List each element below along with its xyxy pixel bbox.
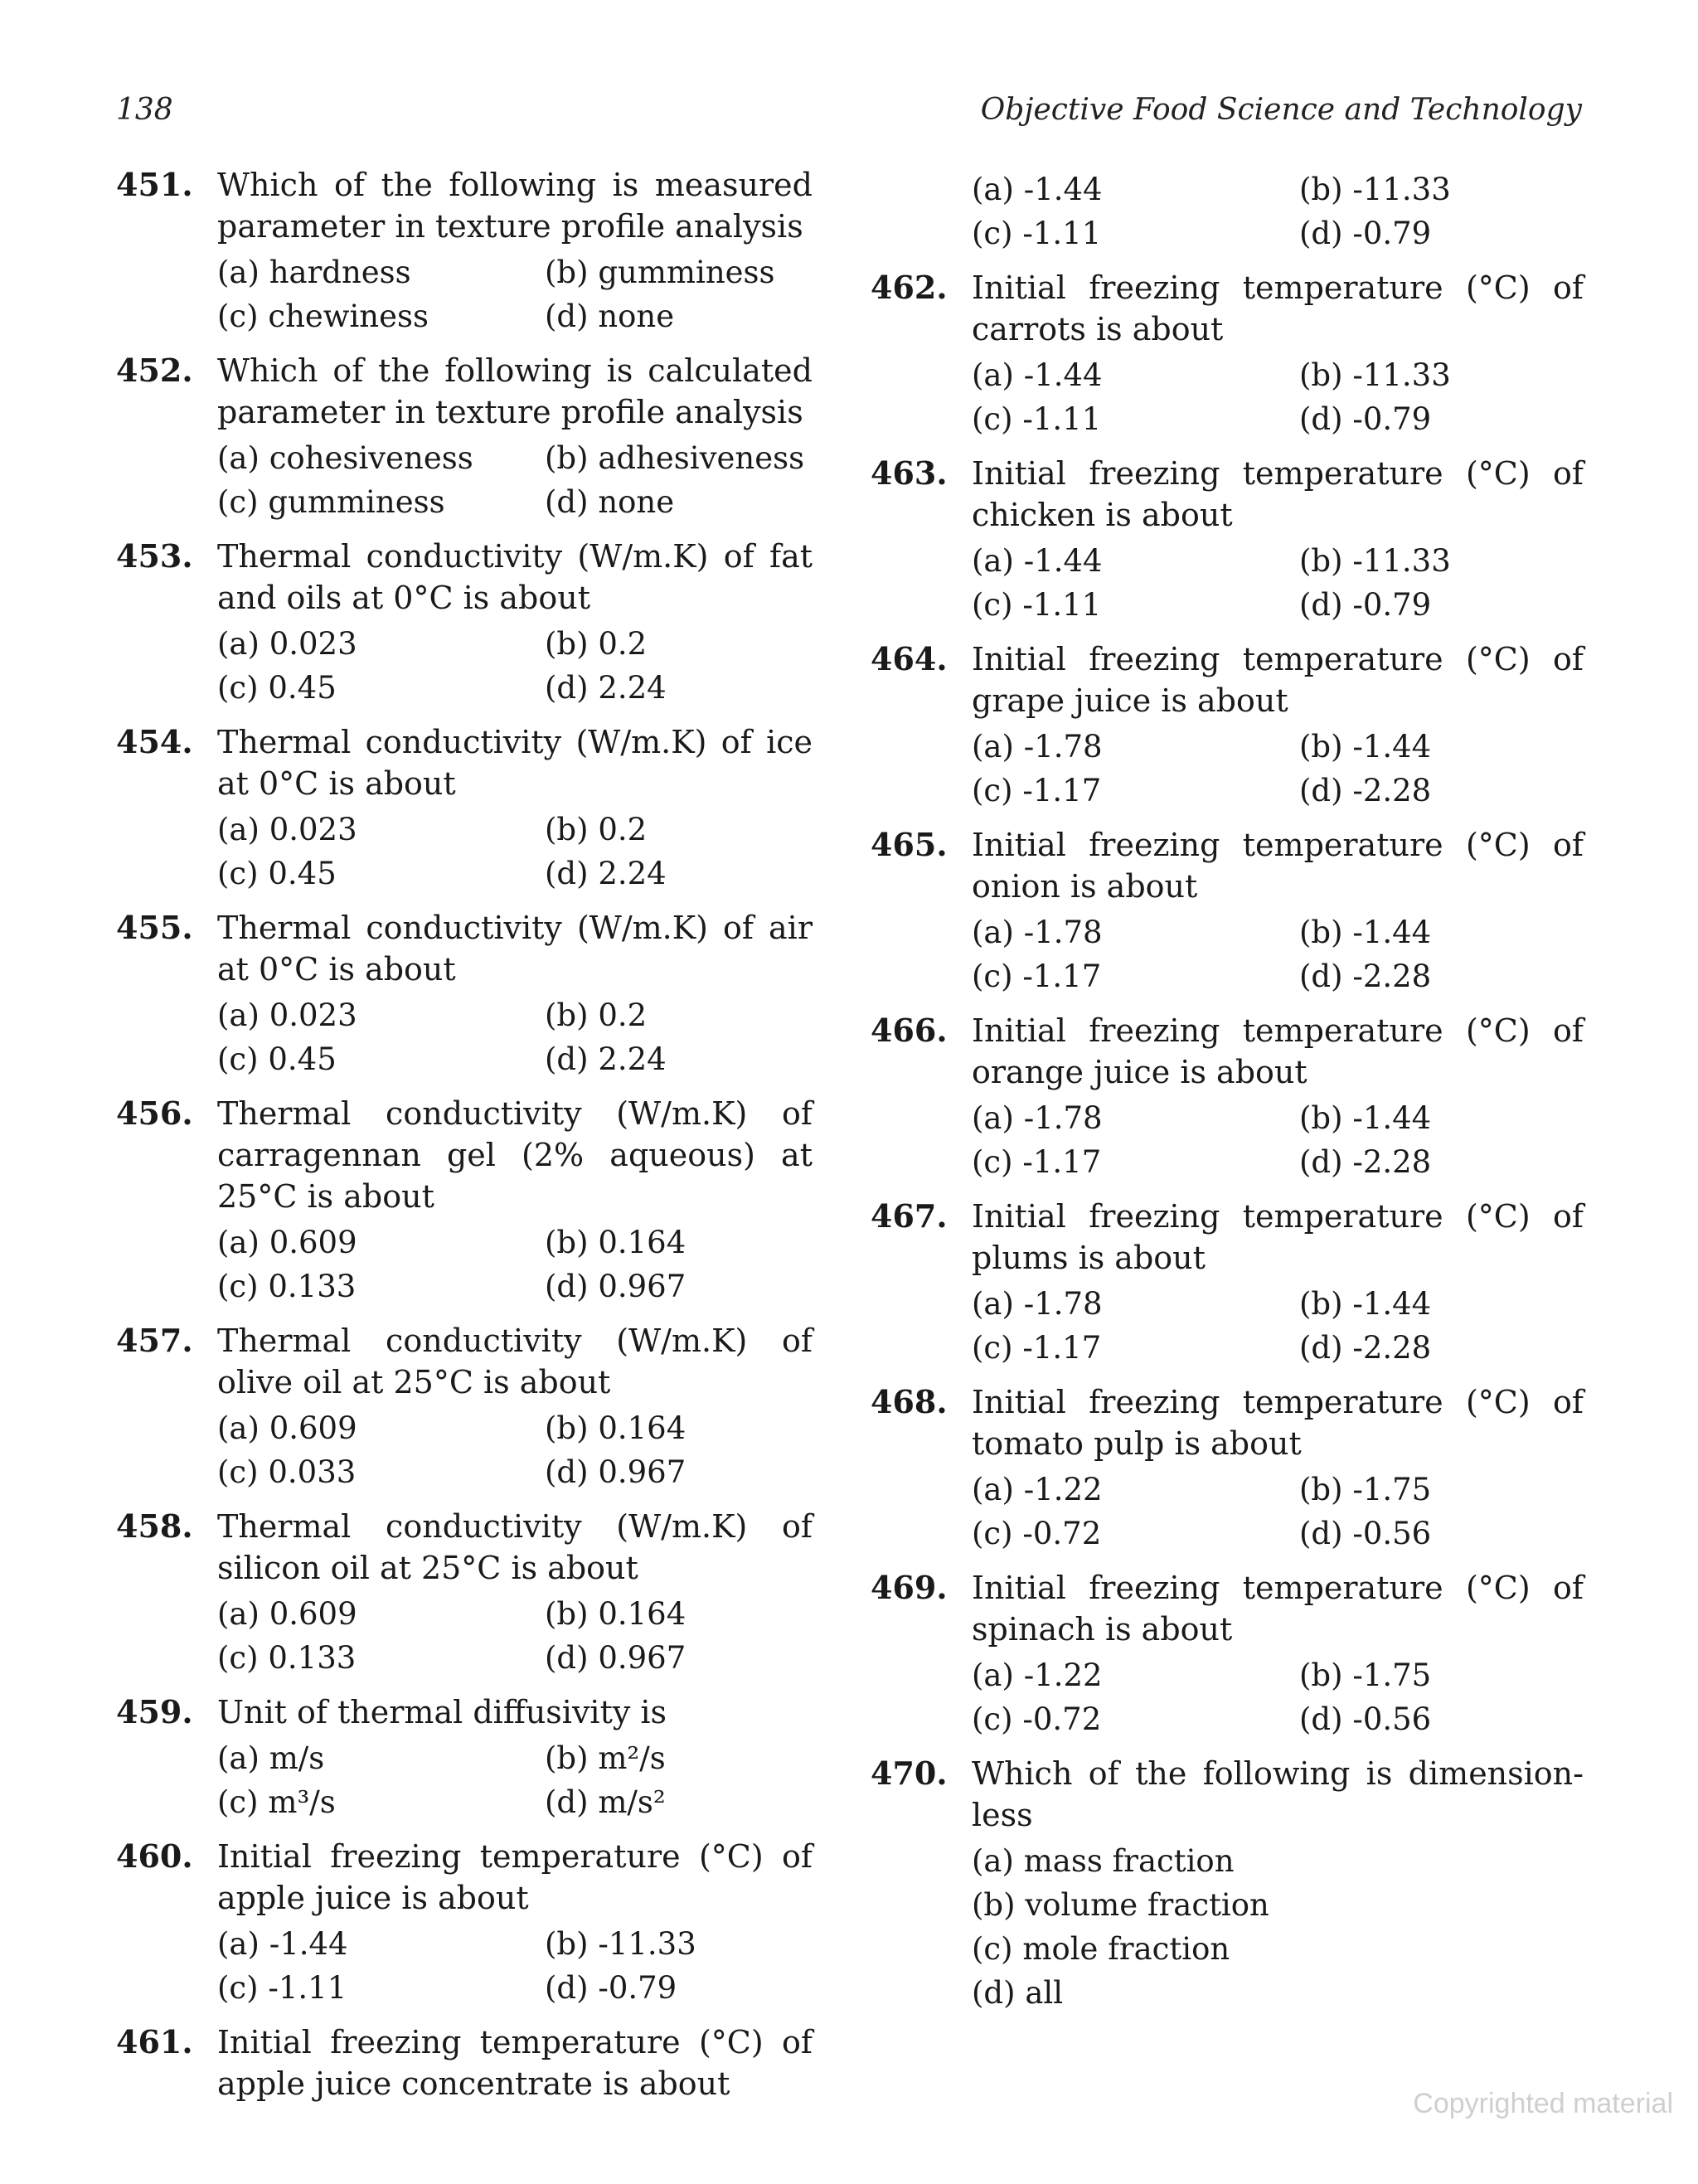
answer-option: (c) -1.11 — [972, 401, 1102, 437]
question-text: Initial freezing temperature (°C) of grape juice is about — [972, 641, 1584, 719]
question-item — [871, 1010, 1584, 1184]
answer-options — [217, 436, 813, 524]
question-number: 470. — [871, 1754, 948, 1792]
answer-option: (a) hardness — [217, 255, 411, 290]
answer-option: (d) all — [972, 1975, 1064, 2011]
answer-options — [217, 993, 813, 1081]
question-number: 451. — [116, 166, 193, 203]
answer-option: (c) -1.11 — [972, 216, 1102, 251]
question-item — [116, 164, 813, 338]
answer-option: (b) -1.75 — [1299, 1472, 1432, 1507]
question-item — [116, 2021, 813, 2104]
question-item — [871, 267, 1584, 441]
question-number: 455. — [116, 909, 193, 946]
question-text: Thermal conductivity (W/m.K) of olive oil at 25°C is about — [217, 1323, 813, 1400]
answer-option: (d) m/s² — [545, 1784, 666, 1820]
answer-option: (b) gumminess — [545, 255, 775, 290]
answer-option: (b) 0.2 — [545, 812, 648, 847]
answer-options — [972, 539, 1584, 627]
answer-options — [217, 1406, 813, 1494]
question-number: 452. — [116, 352, 193, 389]
question-number: 468. — [871, 1383, 948, 1420]
question-text: Initial freezing temperature (°C) of onion is about — [972, 827, 1584, 905]
right-column — [871, 164, 1584, 2026]
answer-options — [972, 725, 1584, 813]
answer-option: (b) -1.75 — [1299, 1657, 1432, 1693]
answer-option: (a) -1.44 — [972, 543, 1103, 579]
answer-option: (b) 0.2 — [545, 997, 648, 1033]
answer-options — [972, 167, 1584, 255]
question-item — [871, 1753, 1584, 2015]
question-item — [116, 1093, 813, 1308]
answer-option: (b) -11.33 — [1299, 357, 1451, 393]
answer-option: (c) -0.72 — [972, 1516, 1102, 1551]
answer-option: (a) -1.22 — [972, 1472, 1103, 1507]
answer-option: (b) m²/s — [545, 1740, 666, 1776]
answer-options — [217, 1922, 813, 2010]
answer-option: (b) 0.164 — [545, 1596, 686, 1632]
answer-option: (c) 0.45 — [217, 670, 337, 706]
answer-option: (a) -1.22 — [972, 1657, 1103, 1693]
answer-option: (a) -1.44 — [972, 172, 1103, 207]
question-item — [116, 536, 813, 710]
answer-option: (a) 0.023 — [217, 997, 357, 1033]
question-item — [116, 1506, 813, 1680]
answer-options — [972, 1468, 1584, 1555]
question-item — [116, 1691, 813, 1824]
answer-option: (c) m³/s — [217, 1784, 336, 1820]
question-number: 463. — [871, 454, 948, 492]
question-number: 458. — [116, 1507, 193, 1545]
answer-options — [972, 353, 1584, 441]
question-item — [116, 1836, 813, 2010]
question-text: Initial freezing temperature (°C) of orange juice is about — [972, 1012, 1584, 1090]
question-text: Initial freezing temperature (°C) of spinach is about — [972, 1570, 1584, 1648]
answer-option: (b) -1.44 — [1299, 729, 1432, 764]
answer-option: (b) -11.33 — [1299, 543, 1451, 579]
answer-option: (d) 0.967 — [545, 1640, 686, 1676]
answer-option: (c) -1.17 — [972, 959, 1102, 994]
question-item — [871, 824, 1584, 998]
answer-option: (d) -0.56 — [1299, 1701, 1432, 1737]
question-text: Unit of thermal diffusivity is — [217, 1694, 667, 1730]
answer-option: (c) -1.17 — [972, 773, 1102, 808]
answer-option: (c) 0.45 — [217, 856, 337, 891]
question-item — [871, 453, 1584, 627]
answer-option: (c) -1.11 — [972, 587, 1102, 623]
answer-option: (a) 0.609 — [217, 1225, 357, 1260]
answer-options — [972, 1839, 1584, 2015]
answer-option: (b) 0.164 — [545, 1225, 686, 1260]
answer-options — [217, 250, 813, 338]
answer-option: (d) -2.28 — [1299, 773, 1432, 808]
question-text: Thermal conductivity (W/m.K) of silicon oil at 25°C is about — [217, 1508, 813, 1586]
answer-options — [972, 1096, 1584, 1184]
question-text: Initial freezing temperature (°C) of plums is about — [972, 1198, 1584, 1276]
continued-options-461 — [871, 167, 1584, 255]
question-number: 460. — [116, 1837, 193, 1875]
answer-option: (a) 0.609 — [217, 1410, 357, 1446]
question-text: Which of the following is measured parameter in texture profile analysis — [217, 167, 813, 245]
answer-option: (d) -2.28 — [1299, 959, 1432, 994]
page-header — [116, 93, 1582, 134]
question-number: 459. — [116, 1693, 193, 1730]
answer-option: (a) 0.023 — [217, 626, 357, 662]
answer-option: (b) 0.2 — [545, 626, 648, 662]
question-item — [116, 350, 813, 524]
answer-option: (d) -2.28 — [1299, 1330, 1432, 1366]
answer-option: (d) -2.28 — [1299, 1144, 1432, 1180]
answer-option: (c) chewiness — [217, 298, 429, 334]
answer-option: (d) 0.967 — [545, 1454, 686, 1490]
question-number: 467. — [871, 1197, 948, 1235]
answer-option: (b) -1.44 — [1299, 915, 1432, 950]
question-number: 462. — [871, 269, 948, 306]
question-number: 466. — [871, 1012, 948, 1049]
question-number: 456. — [116, 1094, 193, 1132]
question-number: 464. — [871, 640, 948, 677]
answer-option: (c) -1.17 — [972, 1330, 1102, 1366]
question-item — [871, 1196, 1584, 1370]
answer-option: (b) -1.44 — [1299, 1100, 1432, 1136]
answer-option: (d) -0.79 — [1299, 401, 1432, 437]
answer-option: (d) none — [545, 484, 675, 520]
question-text: Initial freezing temperature (°C) of carrots is about — [972, 269, 1584, 347]
answer-option: (d) 2.24 — [545, 670, 667, 706]
answer-option: (b) -1.44 — [1299, 1286, 1432, 1322]
question-text: Initial freezing temperature (°C) of tomato pulp is about — [972, 1384, 1584, 1462]
answer-option: (d) -0.56 — [1299, 1516, 1432, 1551]
answer-option: (a) 0.023 — [217, 812, 357, 847]
answer-option: (a) -1.44 — [972, 357, 1103, 393]
book-title: Objective Food Science and Technology — [980, 93, 1582, 127]
answer-option: (c) gumminess — [217, 484, 445, 520]
answer-option: (a) -1.78 — [972, 915, 1103, 950]
answer-option: (c) 0.133 — [217, 1640, 357, 1676]
answer-option: (d) 2.24 — [545, 856, 667, 891]
question-number: 454. — [116, 723, 193, 760]
answer-options — [972, 1653, 1584, 1741]
answer-option: (a) -1.78 — [972, 1286, 1103, 1322]
left-column — [116, 164, 813, 2116]
answer-option: (a) -1.78 — [972, 729, 1103, 764]
answer-option: (c) -0.72 — [972, 1701, 1102, 1737]
question-number: 469. — [871, 1569, 948, 1606]
answer-option: (b) -11.33 — [1299, 172, 1451, 207]
answer-option: (a) mass fraction — [972, 1843, 1235, 1879]
answer-options — [217, 622, 813, 710]
page-number: 138 — [116, 93, 173, 127]
question-number: 457. — [116, 1322, 193, 1359]
answer-options — [217, 808, 813, 895]
answer-option: (d) -0.79 — [1299, 216, 1432, 251]
question-item — [871, 638, 1584, 813]
answer-option: (b) 0.164 — [545, 1410, 686, 1446]
question-text: Thermal conductivity (W/m.K) of fat and oils at 0°C is about — [217, 538, 813, 616]
question-item — [116, 721, 813, 895]
question-number: 453. — [116, 537, 193, 575]
question-item — [871, 1567, 1584, 1741]
question-text: Which of the following is dimension-less — [972, 1755, 1584, 1833]
answer-option: (a) -1.44 — [217, 1926, 348, 1962]
answer-option: (b) -11.33 — [545, 1926, 696, 1962]
question-text: Thermal conductivity (W/m.K) of carragennan gel (2% aqueous) at 25°C is about — [217, 1095, 813, 1215]
question-text: Which of the following is calculated parameter in texture profile analysis — [217, 352, 813, 430]
question-number: 461. — [116, 2023, 193, 2060]
answer-options — [217, 1221, 813, 1308]
question-text: Thermal conductivity (W/m.K) of air at 0°C is about — [217, 910, 813, 988]
answer-option: (d) none — [545, 298, 675, 334]
answer-option: (c) 0.133 — [217, 1269, 357, 1304]
answer-option: (d) -0.79 — [1299, 587, 1432, 623]
question-text: Thermal conductivity (W/m.K) of ice at 0°C is about — [217, 724, 813, 802]
answer-option: (d) 0.967 — [545, 1269, 686, 1304]
answer-option: (b) adhesiveness — [545, 440, 805, 476]
answer-option: (c) mole fraction — [972, 1931, 1230, 1967]
answer-option: (c) 0.033 — [217, 1454, 357, 1490]
question-item — [116, 1320, 813, 1494]
question-item — [116, 907, 813, 1081]
question-number: 465. — [871, 826, 948, 863]
answer-option: (c) 0.45 — [217, 1041, 337, 1077]
answer-options — [217, 1736, 813, 1824]
answer-option: (a) 0.609 — [217, 1596, 357, 1632]
answer-option: (a) cohesiveness — [217, 440, 473, 476]
answer-option: (c) -1.17 — [972, 1144, 1102, 1180]
answer-options — [972, 1282, 1584, 1370]
copyright-watermark: Copyrighted material — [1413, 2088, 1673, 2119]
answer-option: (d) -0.79 — [545, 1970, 677, 2006]
answer-options — [217, 1592, 813, 1680]
question-text: Initial freezing temperature (°C) of apple juice is about — [217, 1838, 813, 1916]
answer-option: (b) volume fraction — [972, 1887, 1269, 1923]
answer-option: (d) 2.24 — [545, 1041, 667, 1077]
question-text: Initial freezing temperature (°C) of chicken is about — [972, 455, 1584, 533]
answer-option: (a) m/s — [217, 1740, 325, 1776]
answer-options — [972, 910, 1584, 998]
answer-option: (c) -1.11 — [217, 1970, 347, 2006]
answer-option: (a) -1.78 — [972, 1100, 1103, 1136]
question-item — [871, 1381, 1584, 1555]
question-text: Initial freezing temperature (°C) of apple juice concentrate is about — [217, 2024, 813, 2102]
